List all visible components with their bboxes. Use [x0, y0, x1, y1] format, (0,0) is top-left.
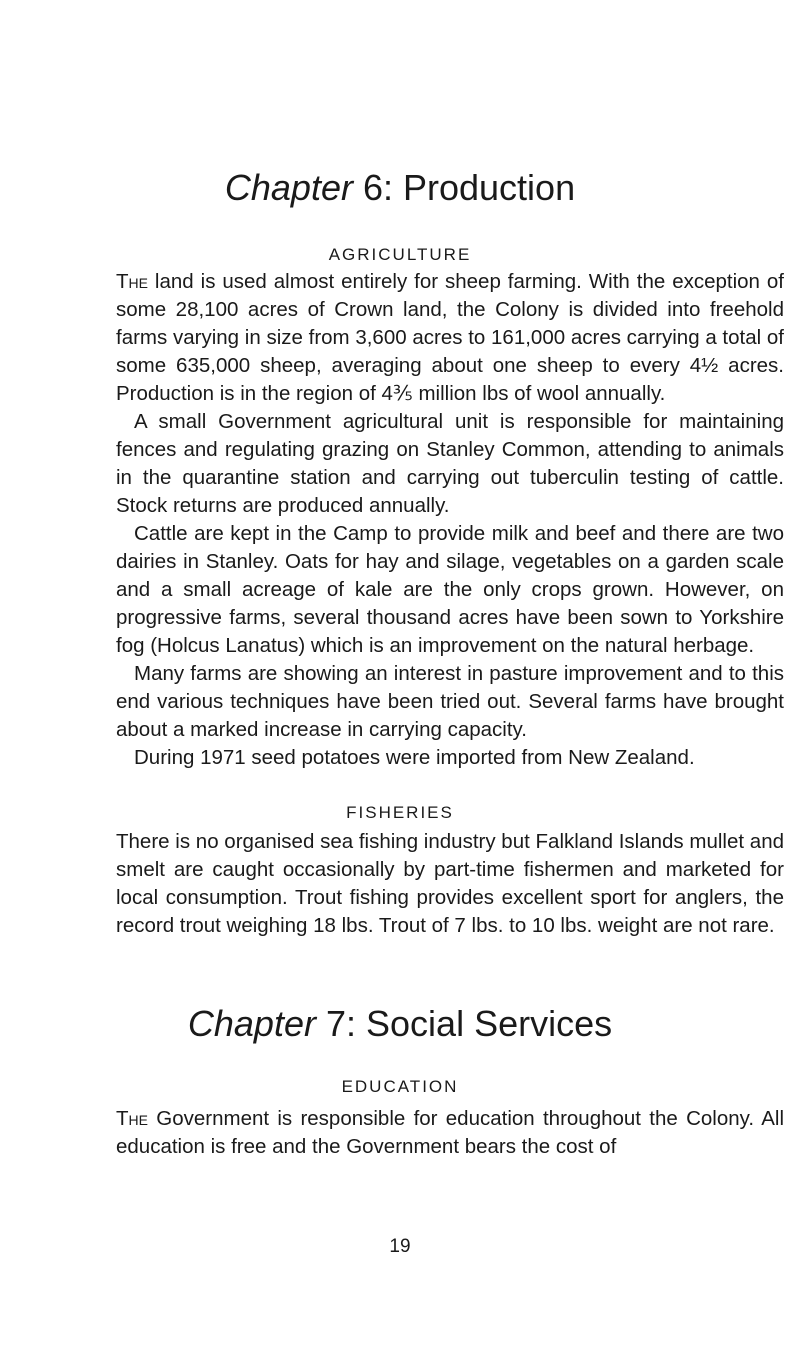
- chapter-7-word: Chapter: [187, 1003, 316, 1044]
- education-lead-word: The: [116, 1107, 148, 1130]
- agriculture-paragraph-3: Cattle are kept in the Camp to provide milk and beef and there are two dairies in Stanley. Oats for hay and silage, vegetables on a garden scale and a small acreage of kale are the only crops grown. However, on progressive farms, several thousand acres have been sown to Yorkshire fog (Holcus Lanatus) which is an improvement on the natural herbage.: [116, 522, 784, 657]
- agriculture-paragraph-2: A small Government agricultural unit is responsible for maintaining fences and regulating grazing on Stanley Common, attending to animals in the quarantine station and carrying out tuberculin testing of cattle. Stock returns are produced annually.: [116, 410, 784, 517]
- chapter-6-word: Chapter: [224, 167, 353, 208]
- fisheries-section: [116, 828, 784, 940]
- fisheries-heading: FISHERIES: [346, 803, 454, 822]
- agriculture-heading: AGRICULTURE: [328, 245, 472, 264]
- agriculture-section: [116, 268, 784, 772]
- chapter-6-title: 6: Production: [362, 167, 576, 208]
- agriculture-paragraph-1-text: land is used almost entirely for sheep farming. With the exception of some 28,100 acres of Crown land, the Colony is divided into freehold farms varying in size from 3,600 acres to 161,000 acres carrying a total of some 635,000 sheep, averaging about one sheep to every 4½ acres. Production is in the region of 4⅗ million lbs of wool annually.: [116, 270, 784, 405]
- agriculture-paragraph-5: During 1971 seed potatoes were imported from New Zealand.: [134, 746, 695, 769]
- chapter-6-heading: [0, 166, 800, 210]
- education-paragraph-1-text: Government is responsible for education throughout the Colony. All education is free and the Government bears the cost of: [116, 1107, 784, 1158]
- fisheries-paragraph-1: There is no organised sea fishing industry but Falkland Islands mullet and smelt are caught occasionally by part-time fishermen and marketed for local consumption. Trout fishing provides excellent sport for anglers, the record trout weighing 18 lbs. Trout of 7 lbs. to 10 lbs. weight are not rare.: [116, 830, 784, 937]
- agriculture-lead-word: The: [116, 270, 148, 293]
- agriculture-paragraph-4: Many farms are showing an interest in pasture improvement and to this end various techniques have been tried out. Several farms have brought about a marked increase in carrying capacity.: [116, 662, 784, 741]
- chapter-7-heading: [0, 1002, 800, 1046]
- education-paragraph-1: [116, 1105, 784, 1161]
- agriculture-paragraph-1: [116, 268, 784, 408]
- education-section: [116, 1105, 784, 1161]
- education-heading: EDUCATION: [341, 1077, 459, 1096]
- chapter-7-title: 7: Social Services: [325, 1003, 613, 1044]
- page-number: 19: [389, 1236, 411, 1257]
